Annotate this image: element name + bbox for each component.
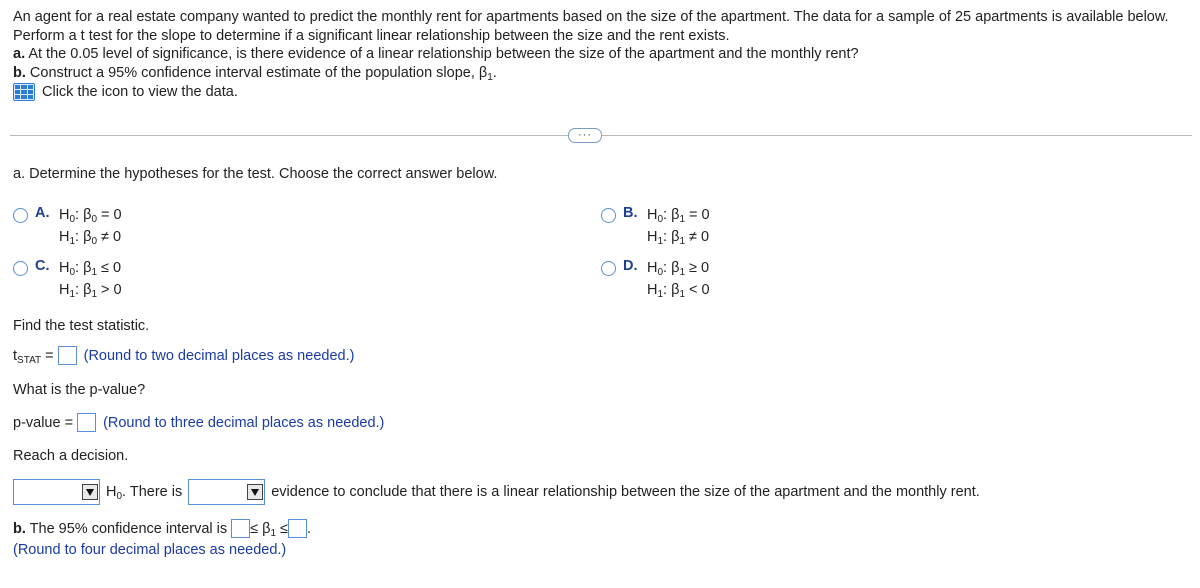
interval-middle: ≤ $\beta_1$ ≤ (250, 520, 289, 539)
test-stat-prompt: Find the test statistic. (13, 318, 150, 334)
p-value-prompt: What is the p-value? (13, 382, 146, 398)
evidence-dropdown[interactable] (188, 479, 265, 505)
p-value-input[interactable] (77, 413, 96, 432)
decision-conclusion: evidence to conclude that there is a linear relationship between the size of the apartment and the monthly rent. (271, 484, 980, 500)
part-b-text: Construct a 95% confidence interval estimate of the population slope, β (29, 64, 488, 81)
question-text (13, 8, 1188, 84)
option-b[interactable] (601, 205, 710, 249)
interval-label: b. The 95% confidence interval is (13, 520, 228, 537)
option-a[interactable] (13, 205, 122, 249)
p-value-label: p-value = (13, 414, 74, 431)
question-part-a (13, 45, 1188, 64)
option-b-radio[interactable] (601, 208, 616, 223)
option-d-letter: D. (623, 258, 638, 274)
interval-lower-input[interactable] (231, 519, 250, 538)
view-data-text[interactable]: Click the icon to view the data. (42, 84, 238, 100)
expand-button[interactable]: ··· (568, 128, 602, 143)
view-data-link[interactable] (13, 83, 238, 101)
part-b-sub: 1 (487, 71, 493, 83)
interval-row (13, 519, 311, 538)
option-b-letter: B. (623, 205, 638, 221)
option-d[interactable] (601, 258, 710, 302)
interval-hint: (Round to four decimal places as needed.) (13, 542, 287, 558)
part-b-end: . (492, 64, 497, 81)
interval-upper-input[interactable] (288, 519, 307, 538)
test-stat-input[interactable] (58, 346, 77, 365)
option-a-radio[interactable] (13, 208, 28, 223)
question-part-b (13, 64, 1188, 85)
p-value-hint: (Round to three decimal places as needed.) (103, 414, 385, 431)
option-c-hypotheses: $H_0$: $\beta_1 \le 0$ $H_1$: $\beta_1 > 0$ (59, 260, 122, 300)
p-value-row (13, 413, 384, 432)
question-intro: An agent for a real estate company wanted to predict the monthly rent for apartments based on the size of the apartment. The data for a sample of 25 apartments is available below. Perform a t test for the slope to determine if a significant linear relationship between the size and the rent exists. (13, 9, 1169, 44)
decision-dropdown[interactable] (13, 479, 100, 505)
option-d-hypotheses: $H_0$: $\beta_1 \ge 0$ $H_1$: $\beta_1 < 0$ (647, 260, 710, 300)
test-stat-row (13, 346, 354, 365)
option-c-letter: C. (35, 258, 50, 274)
interval-end: . (307, 520, 312, 537)
decision-row (13, 479, 980, 505)
part-a-label: a. (13, 46, 26, 62)
option-a-hypotheses: $H_0$: $\beta_0 = 0$ $H_1$: $\beta_0 \ne 0$ (59, 207, 122, 247)
chevron-down-icon[interactable] (247, 484, 263, 500)
option-c[interactable] (13, 258, 122, 302)
option-c-radio[interactable] (13, 261, 28, 276)
hypotheses-prompt: a. Determine the hypotheses for the test. Choose the correct answer below. (13, 166, 498, 182)
option-a-letter: A. (35, 205, 50, 221)
option-b-hypotheses: $H_0$: $\beta_1 = 0$ $H_1$: $\beta_1 \ne 0$ (647, 207, 710, 247)
option-d-radio[interactable] (601, 261, 616, 276)
test-stat-hint: (Round to two decimal places as needed.) (83, 347, 355, 364)
decision-h0-text: $H_0$. There is (106, 484, 183, 502)
grid-table-icon[interactable] (13, 83, 35, 101)
part-b-label: b. (13, 64, 26, 81)
decision-prompt: Reach a decision. (13, 448, 129, 464)
chevron-down-icon[interactable] (82, 484, 98, 500)
test-stat-label: $t_{STAT}$ = (13, 347, 54, 366)
part-a-text: At the 0.05 level of significance, is there evidence of a linear relationship between the size of the apartment and the monthly rent? (28, 46, 859, 62)
